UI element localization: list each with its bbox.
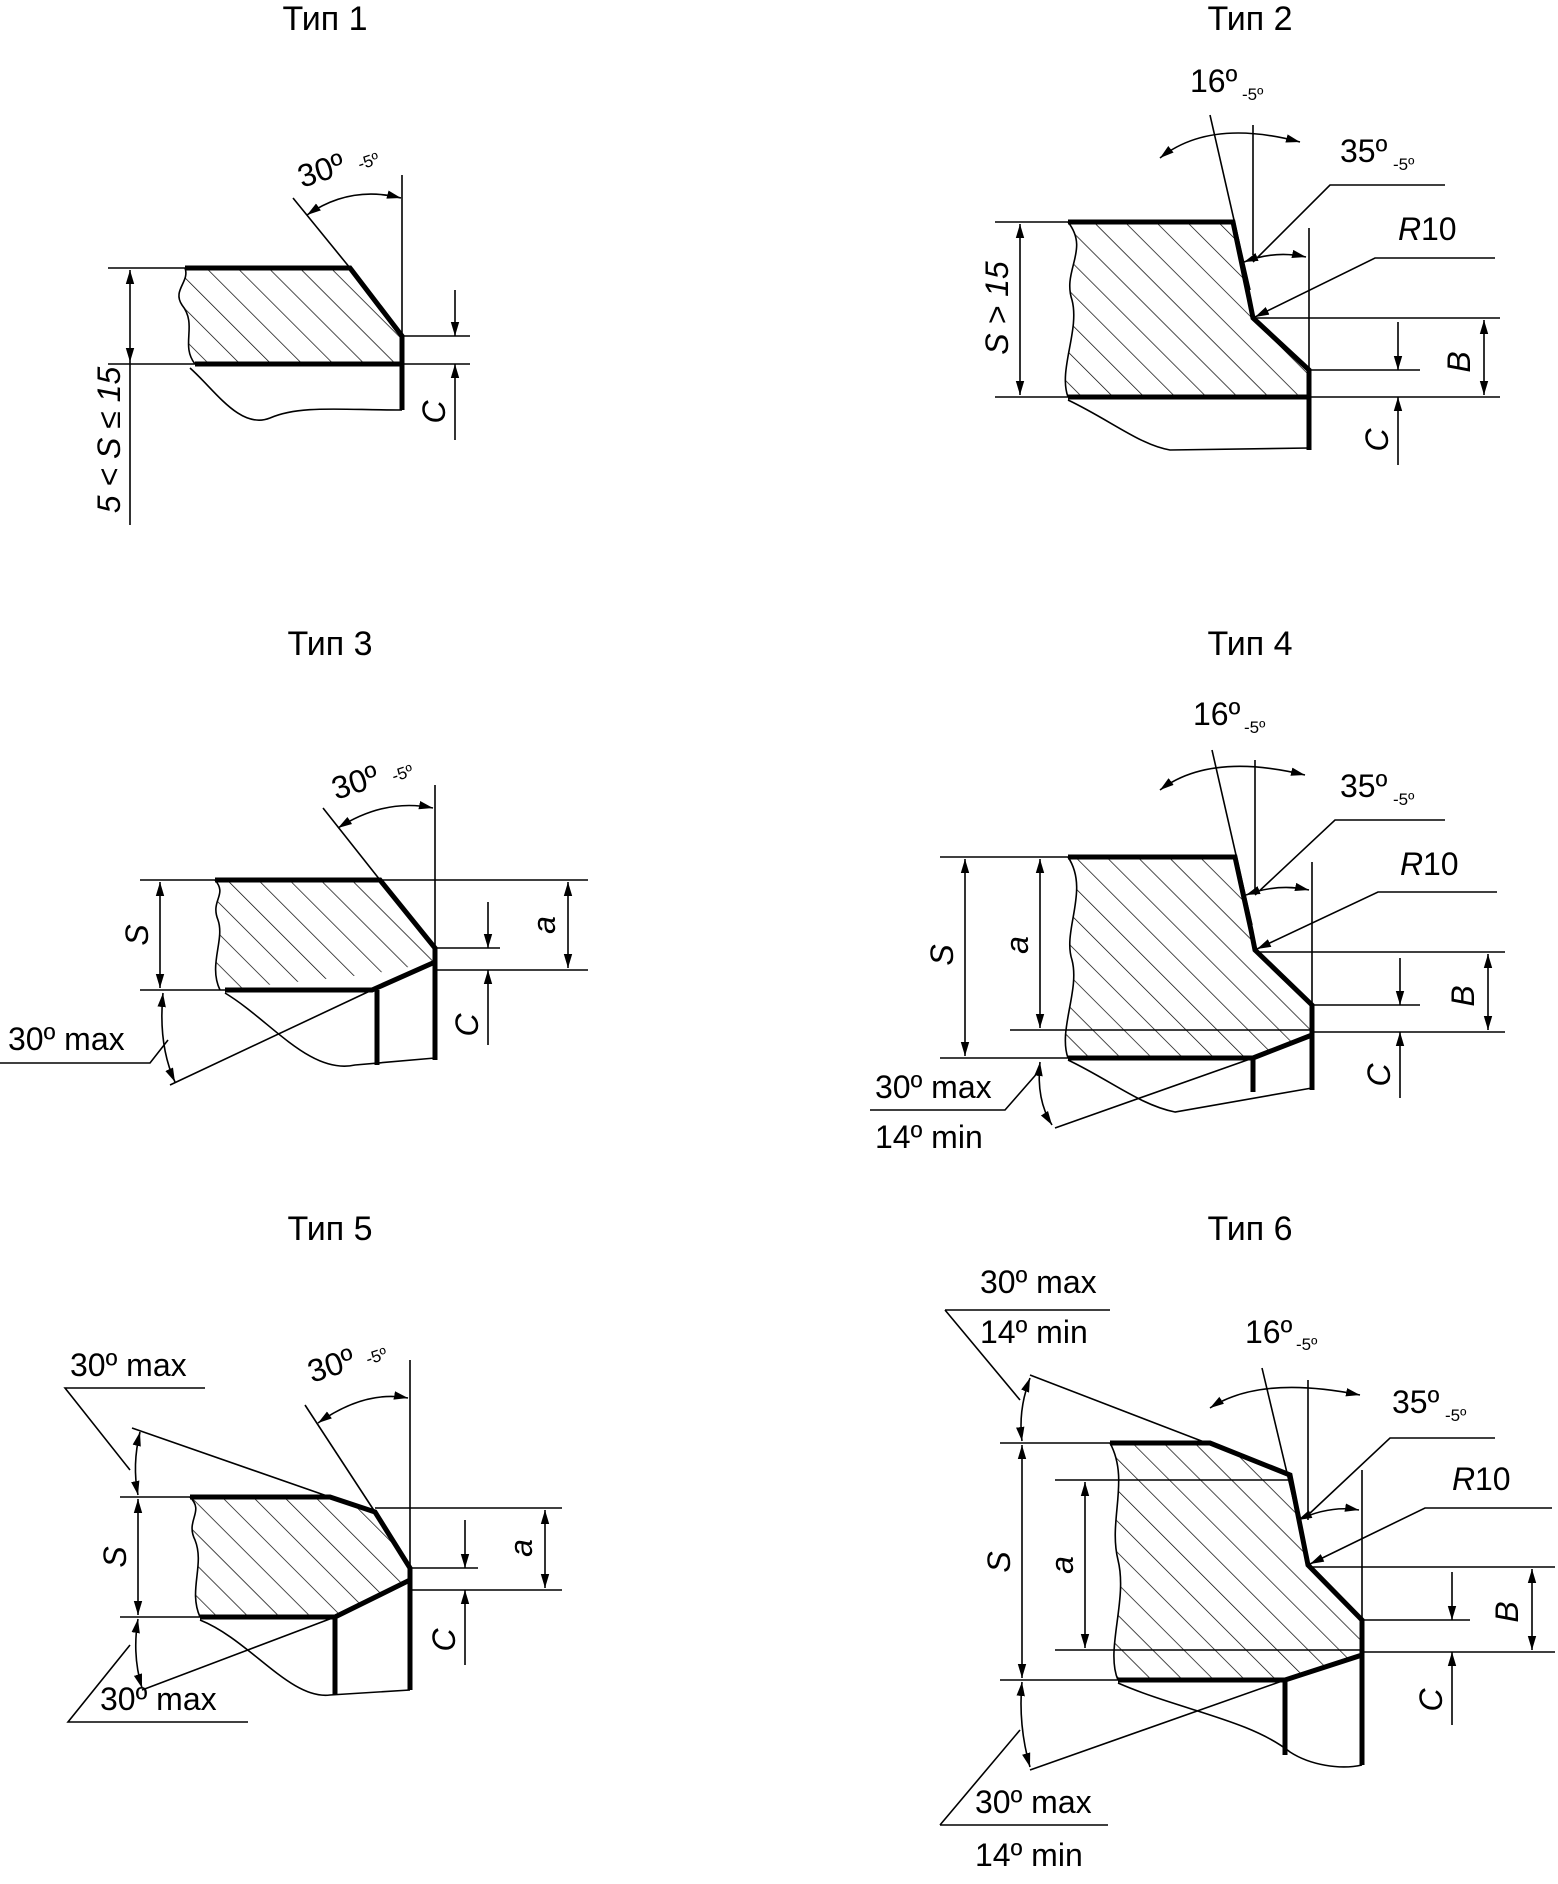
figure-5-top-bevel-line	[132, 1428, 330, 1497]
figure-5-a-label: a	[503, 1539, 539, 1557]
figure-4-angle2-tolerance: -5º	[1393, 790, 1415, 809]
figure-4-thickness-label: S	[924, 944, 960, 966]
figure-2-title: Тип 2	[1207, 0, 1293, 38]
figure-1-angle-tolerance: -5º	[355, 149, 382, 174]
figure-5-angle-arc	[318, 1396, 408, 1423]
figure-2-section-hatch	[1065, 222, 1309, 397]
figure-6-thickness-label: S	[981, 1551, 1017, 1573]
figure-6-angle2-tolerance: -5º	[1445, 1406, 1467, 1425]
figure-4-a-label: a	[999, 936, 1035, 954]
figure-2-angle2-tolerance: -5º	[1393, 155, 1415, 174]
figure-2-radius-value: 10	[1421, 211, 1457, 247]
figure-6-radius-leader	[1310, 1508, 1552, 1564]
figure-5-bottom-bevel-label: 30º max	[100, 1681, 217, 1717]
figure-2-radius-leader	[1255, 258, 1495, 317]
figure-6-35deg-arc	[1298, 1509, 1359, 1520]
figure-3-thickness-label: S	[119, 924, 155, 946]
figure-type-5	[65, 1210, 562, 1722]
figure-6-angle2-label: 35º	[1392, 1384, 1440, 1420]
figure-6-a-label: a	[1044, 1556, 1080, 1574]
figure-6-angle1-tolerance: -5º	[1296, 1335, 1318, 1354]
figure-6-title: Тип 6	[1207, 1210, 1293, 1248]
figure-2-16deg-arc	[1160, 133, 1300, 158]
figure-2-radius-letter: R	[1398, 211, 1422, 247]
figure-5-top-bevel-arc	[135, 1432, 140, 1495]
figure-4-angle2-label: 35º	[1340, 768, 1388, 804]
figure-1-section-hatch	[179, 268, 402, 364]
figure-5-title: Тип 5	[287, 1210, 373, 1248]
figure-4-radius-value: 10	[1423, 846, 1459, 882]
figure-4-bevel-min-label: 14º min	[875, 1119, 983, 1155]
figure-6-top-max-label: 30º max	[980, 1264, 1097, 1300]
figure-4-land-label: C	[1361, 1063, 1397, 1087]
figure-5-angle-label: 30º	[303, 1340, 360, 1390]
figure-1-lower-break	[190, 368, 402, 420]
figure-3-title: Тип 3	[287, 625, 373, 663]
figure-6-bottom-bevel-arc	[1021, 1682, 1030, 1767]
figure-2-angle1-tolerance: -5º	[1242, 85, 1264, 104]
figure-4-radius-leader	[1257, 892, 1497, 949]
figure-2-angle1-label: 16º	[1190, 63, 1238, 99]
figure-6-bottom-max-label: 30º max	[975, 1784, 1092, 1820]
figure-6-top-bevel-arc	[1021, 1378, 1030, 1441]
figure-3-angle-tolerance: -5º	[389, 761, 416, 786]
figure-3-bevel-label: 30º max	[8, 1021, 125, 1057]
figure-3-section-hatch	[215, 880, 435, 990]
figure-2-angle2-label: 35º	[1340, 133, 1388, 169]
figure-1-thickness-label: 5 < S ≤ 15	[91, 366, 127, 514]
figure-type-2	[979, 0, 1500, 465]
figure-4-b-label: B	[1445, 985, 1481, 1007]
figure-4-16deg-arc	[1160, 766, 1305, 790]
figure-6-top-min-label: 14º min	[980, 1314, 1088, 1350]
figure-3-a-label: a	[526, 916, 562, 934]
figure-3-bevel-arc	[162, 993, 175, 1082]
figure-3-land-label: C	[449, 1013, 485, 1037]
figure-4-angle1-label: 16º	[1193, 696, 1241, 732]
figure-1-land-label: C	[416, 400, 452, 424]
figure-4-bevel-arc	[1039, 1062, 1052, 1125]
figure-5-top-bevel-label: 30º max	[70, 1347, 187, 1383]
figure-5-angle-tolerance: -5º	[363, 1344, 390, 1369]
figure-3-bevel-line	[170, 990, 372, 1085]
figure-6-radius-value: 10	[1475, 1461, 1511, 1497]
figure-1-bevel-extension	[293, 198, 350, 268]
figure-5-land-label: C	[426, 1628, 462, 1652]
figure-type-6	[940, 1210, 1555, 1873]
figure-3-lower-break	[225, 993, 435, 1066]
figure-5-bottom-bevel-line	[142, 1617, 335, 1690]
figure-1-angle-label: 30º	[293, 145, 350, 195]
figure-6-b-label: B	[1489, 1601, 1525, 1623]
figure-5-thickness-label: S	[97, 1546, 133, 1568]
figure-6-radius-letter: R	[1452, 1461, 1476, 1497]
figure-4-title: Тип 4	[1207, 625, 1293, 663]
figure-1-angle-arc	[307, 194, 401, 215]
figure-6-16deg-arc	[1210, 1387, 1360, 1408]
figure-6-section-hatch	[1110, 1443, 1362, 1680]
figure-type-4	[870, 625, 1505, 1155]
figure-4-angle1-tolerance: -5º	[1244, 718, 1266, 737]
figure-4-lower-break	[1068, 1060, 1312, 1112]
figure-4-bevel-max-label: 30º max	[875, 1069, 992, 1105]
figure-2-lower-break	[1068, 400, 1309, 450]
figure-6-land-label: C	[1413, 1688, 1449, 1712]
figure-6-bottom-bevel-line	[1030, 1680, 1285, 1770]
figure-4-radius-letter: R	[1400, 846, 1424, 882]
figure-1-title: Тип 1	[282, 0, 368, 38]
figure-3-angle-arc	[338, 806, 433, 829]
figure-6-angle1-label: 16º	[1245, 1314, 1293, 1350]
figure-2-b-label: B	[1441, 351, 1477, 373]
figure-2-land-label: C	[1359, 428, 1395, 452]
figure-6-bottom-min-label: 14º min	[975, 1837, 1083, 1873]
figure-2-thickness-label: S > 15	[979, 261, 1015, 355]
figure-5-bottom-bevel-arc	[136, 1619, 142, 1688]
figure-3-bevel-extension	[323, 808, 380, 880]
figure-5-lower-break	[200, 1620, 410, 1695]
figure-type-3	[0, 625, 588, 1085]
figure-type-1	[91, 0, 470, 525]
figure-4-section-hatch	[1065, 857, 1312, 1058]
figure-3-angle-label: 30º	[327, 757, 384, 807]
